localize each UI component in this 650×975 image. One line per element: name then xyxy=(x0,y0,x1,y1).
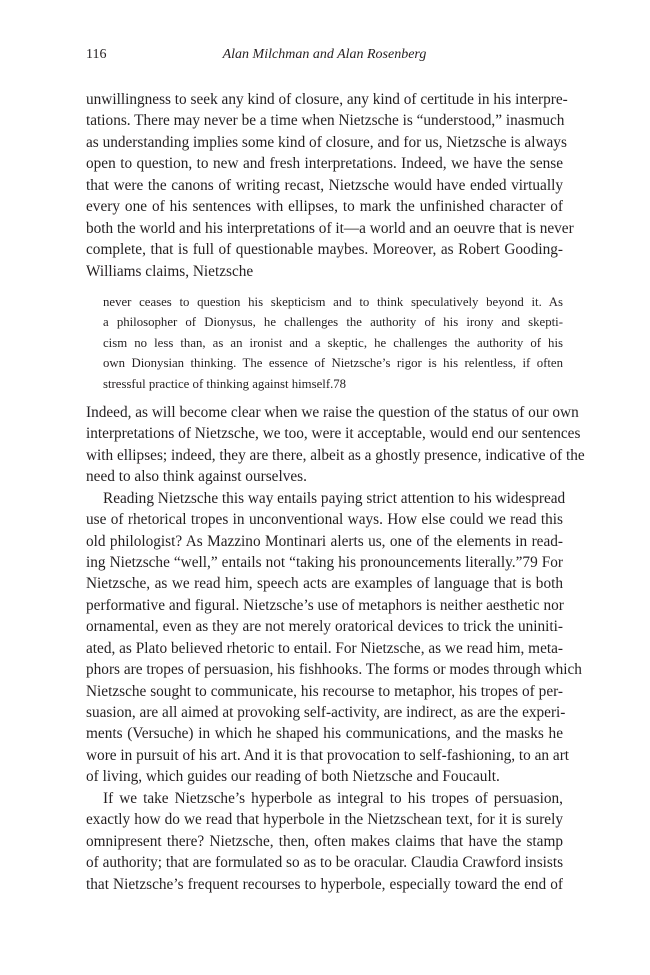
text-line: every one of his sentences with ellipses, to mark the unfinished character of xyxy=(86,198,563,216)
text-line: ornamental, even as they are not merely oratorical devices to trick the uniniti- xyxy=(86,618,563,636)
book-page xyxy=(86,40,585,895)
text-line: with ellipses; indeed, they are there, albeit as a ghostly presence, indicative of the xyxy=(86,446,585,464)
text-line: wore in pursuit of his art. And it is that provocation to self-fashioning, to an art xyxy=(86,746,570,764)
text-line: never ceases to question his skepticism and to think speculatively beyond it. As xyxy=(103,294,563,309)
text-line: ments (Versuche) in which he shaped his communications, and the masks he xyxy=(86,725,563,743)
text-line: Nietzsche, as we read him, speech acts are examples of language that is both xyxy=(86,575,563,593)
text-line: exactly how do we read that hyperbole in the Nietzschean text, for it is surely xyxy=(86,811,563,829)
text-line: Indeed, as will become clear when we raise the question of the status of our own xyxy=(86,403,579,421)
text-line: use of rhetorical tropes in unconventional ways. How else could we read this xyxy=(86,511,563,529)
text-line: of living, which guides our reading of both Nietzsche and Foucault. xyxy=(86,768,500,786)
text-line: that were the canons of writing recast, Nietzsche would have ended virtually xyxy=(86,176,563,194)
text-line: suasion, are all aimed at provoking self-activity, are indirect, as are the experi- xyxy=(86,704,566,722)
page-header xyxy=(86,40,563,70)
block-quote xyxy=(86,292,563,394)
text-line: complete, that is full of questionable maybes. Moreover, as Robert Gooding- xyxy=(86,241,563,259)
text-line: Reading Nietzsche this way entails paying strict attention to his widespread xyxy=(103,489,566,507)
text-line: both the world and his interpretations of it—a world and an oeuvre that is never xyxy=(86,219,574,237)
text-line: stressful practice of thinking against himself.78 xyxy=(103,376,347,391)
paragraph-1 xyxy=(86,89,574,282)
body-text xyxy=(86,89,585,895)
text-line: unwillingness to seek any kind of closure, any kind of certitude in his interpre- xyxy=(86,91,568,108)
text-line: own Dionysian thinking. The essence of Nietzsche’s rigor is his relentless, if often xyxy=(103,356,563,371)
text-line: that Nietzsche’s frequent recourses to hyperbole, especially toward the end of xyxy=(86,875,563,893)
text-line: interpretations of Nietzsche, we too, were it acceptable, would end our sentences xyxy=(86,425,581,443)
text-line: phors are tropes of persuasion, his fishhooks. The forms or modes through which xyxy=(86,661,582,679)
text-line: If we take Nietzsche’s hyperbole as integral to his tropes of persuasion, xyxy=(103,789,563,807)
running-head: Alan Milchman and Alan Rosenberg xyxy=(222,47,427,62)
text-line: performative and figural. Nietzsche’s use of metaphors is neither aesthetic nor xyxy=(86,596,564,614)
text-line: omnipresent there? Nietzsche, then, often makes claims that have the stamp xyxy=(86,832,563,850)
text-line: open to question, to new and fresh interpretations. Indeed, we have the sense xyxy=(86,155,563,173)
paragraph-4 xyxy=(86,788,563,895)
text-line: of authority; that are formulated so as to be oracular. Claudia Crawford insists xyxy=(86,854,564,872)
page-number: 116 xyxy=(86,47,107,62)
text-line: cism no less than, as an ironist and a skeptic, he challenges the authority of his xyxy=(103,335,563,350)
text-line: a philosopher of Dionysus, he challenges the authority of his irony and skepti- xyxy=(103,315,563,330)
text-line: need to also think against ourselves. xyxy=(86,468,307,486)
text-line: tations. There may never be a time when Nietzsche is “understood,” inasmuch xyxy=(86,112,565,130)
paragraph-2 xyxy=(86,402,585,488)
paragraph-3 xyxy=(86,488,582,788)
text-line: Nietzsche sought to communicate, his recourse to metaphor, his tropes of per- xyxy=(86,682,563,700)
text-line: old philologist? As Mazzino Montinari alerts us, one of the elements in read- xyxy=(86,532,563,550)
text-line: as understanding implies some kind of closure, and for us, Nietzsche is always xyxy=(86,133,567,151)
text-line: Williams claims, Nietzsche xyxy=(86,262,254,280)
text-line: ing Nietzsche “well,” entails not “taking his pronouncements literally.”79 For xyxy=(86,553,563,571)
text-line: ated, as Plato believed rhetoric to entail. For Nietzsche, as we read him, meta- xyxy=(86,639,564,657)
